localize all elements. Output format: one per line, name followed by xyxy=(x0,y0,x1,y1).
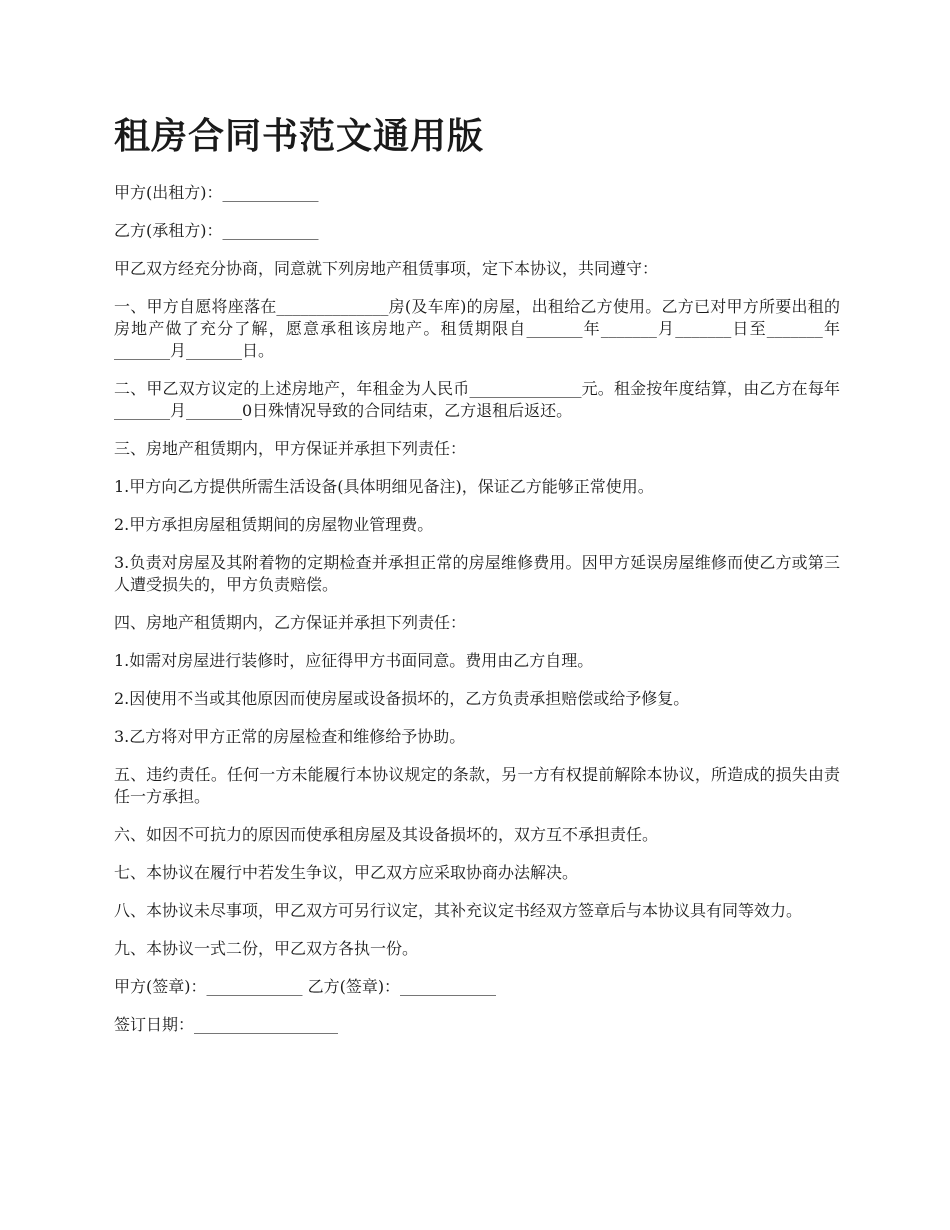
party-b-line: 乙方(承租方)：____________ xyxy=(114,221,319,240)
document-page xyxy=(114,112,840,1052)
clause-6: 六、如因不可抗力的原因而使承租房屋及其设备损坏的，双方互不承担责任。 xyxy=(114,825,659,844)
clause-4-item-2: 2.因使用不当或其他原因而使房屋或设备损坏的，乙方负责承担赔偿或给予修复。 xyxy=(114,689,690,708)
clause-3-heading: 三、房地产租赁期内，甲方保证并承担下列责任： xyxy=(114,439,467,458)
party-a-line: 甲方(出租方)：____________ xyxy=(114,183,319,202)
clause-4-heading: 四、房地产租赁期内，乙方保证并承担下列责任： xyxy=(114,613,467,632)
preamble: 甲乙双方经充分协商，同意就下列房地产租赁事项，定下本协议，共同遵守： xyxy=(114,259,659,278)
clause-7: 七、本协议在履行中若发生争议，甲乙双方应采取协商办法解决。 xyxy=(114,863,579,882)
signing-date-line: 签订日期：__________________ xyxy=(114,1015,339,1034)
clause-9: 九、本协议一式二份，甲乙双方各执一份。 xyxy=(114,939,419,958)
clause-4-item-1: 1.如需对房屋进行装修时，应征得甲方书面同意。费用由乙方自理。 xyxy=(114,651,594,670)
clause-3-item-3: 3.负责对房屋及其附着物的定期检查并承担正常的房屋维修费用。因甲方延误房屋维修而使乙方或第三人遭受损失的，甲方负责赔偿。 xyxy=(114,553,840,594)
clause-4-item-3: 3.乙方将对甲方正常的房屋检查和维修给予协助。 xyxy=(114,727,466,746)
signature-line: 甲方(签章)：____________ 乙方(签章)：____________ xyxy=(114,977,497,996)
clause-3-item-2: 2.甲方承担房屋租赁期间的房屋物业管理费。 xyxy=(114,515,434,534)
clause-5: 五、违约责任。任何一方未能履行本协议规定的条款，另一方有权提前解除本协议，所造成的损失由责任一方承担。 xyxy=(114,765,840,806)
document-title: 租房合同书范文通用版 xyxy=(114,115,485,157)
clause-2: 二、甲乙双方议定的上述房地产，年租金为人民币______________元。租金按年度结算，由乙方在每年_______月_______0日殊情况导致的合同结束，乙方退租后返还。 xyxy=(114,379,840,420)
clause-8: 八、本协议未尽事项，甲乙双方可另行议定，其补充议定书经双方签章后与本协议具有同等效力。 xyxy=(114,901,803,920)
clause-1: 一、甲方自愿将座落在______________房(及车库)的房屋，出租给乙方使用。乙方已对甲方所要出租的房地产做了充分了解，愿意承租该房地产。租赁期限自_______年_______月_______日至_______年_______月_______日。 xyxy=(114,297,840,360)
clause-3-item-1: 1.甲方向乙方提供所需生活设备(具体明细见备注)，保证乙方能够正常使用。 xyxy=(114,477,654,496)
